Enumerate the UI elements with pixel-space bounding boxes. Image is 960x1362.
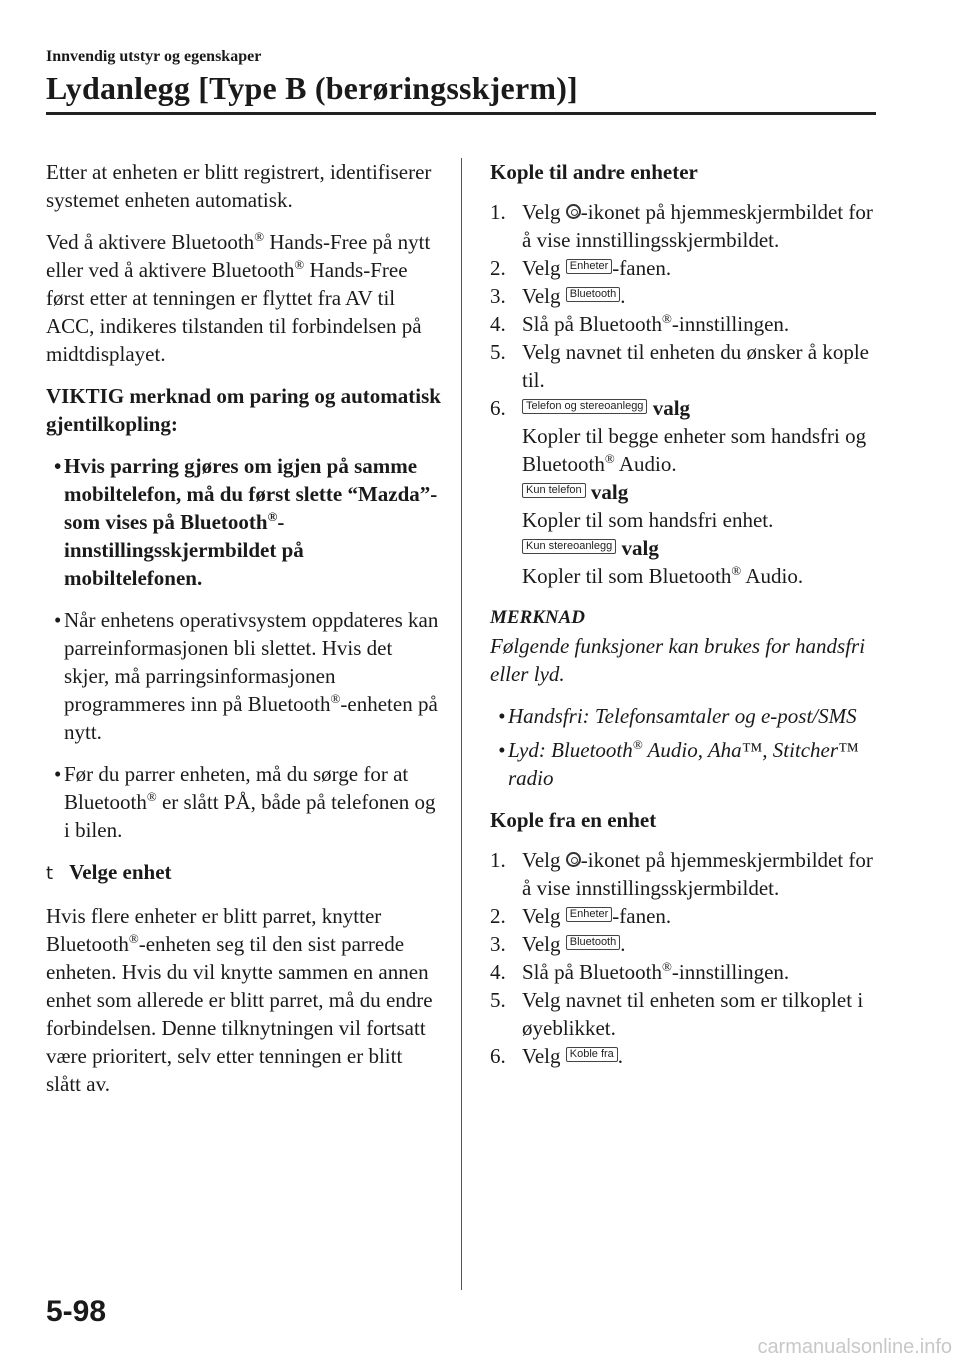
bullet-bluetooth-on: • Før du parrer enheten, må du sørge for at Bluetooth® er slått PÅ, både på telefonen og i bilen.	[54, 762, 436, 842]
option-stereo-only-desc: Kopler til som Bluetooth® Audio.	[522, 563, 804, 588]
subhead-marker-icon: t	[46, 863, 54, 884]
section-label: Innvendig utstyr og egenskaper	[46, 48, 262, 65]
page-title: Lydanlegg [Type B (berøringsskjerm)]	[46, 70, 578, 106]
disconnect-step-1: 1. Velg -ikonet på hjemmeskjermbildet for å vise innstillingsskjermbildet.	[490, 848, 873, 900]
bullet-os-update: • Når enhetens operativsystem oppdateres kan parreinformasjonen bli slettet. Hvis det skjer, må parringsinformasjonen programmeres inn på Bluetooth®-enheten på nytt.	[54, 608, 439, 744]
disconnect-step-5: 5. Velg navnet til enheten som er tilkoplet i øyeblikket.	[490, 988, 864, 1040]
watermark: carmanualsonline.info	[757, 1336, 952, 1358]
right-column	[490, 158, 882, 1070]
subheading-select-device: t Velge enhet	[46, 860, 172, 884]
note-intro: Følgende funksjoner kan brukes for handsfri eller lyd.	[490, 634, 866, 686]
connect-step-5: 5. Velg navnet til enheten du ønsker å kople til.	[490, 340, 869, 392]
disconnect-step-3: 3. Velg Bluetooth .	[490, 932, 626, 956]
option-phone-only: Kun telefon valg	[522, 478, 882, 506]
devices-tab-chip: Enheter	[566, 259, 613, 274]
page-number: 5-98	[46, 1295, 107, 1328]
select-device-paragraph: Hvis flere enheter er blitt parret, knytter Bluetooth®-enheten seg til den sist parrede enheten. Hvis du vil knytte sammen en annen enhet som allerede er blitt parret, må du endre forbindelsen. Denne tilknytningen vil fortsatt være prioritert, selv etter tenningen er blitt slått av.	[46, 904, 433, 1096]
connect-step-1: 1. Velg -ikonet på hjemmeskjermbildet for å vise innstillingsskjermbildet.	[490, 200, 873, 252]
phone-only-chip: Kun telefon	[522, 483, 586, 498]
note-bullet-audio: • Lyd: Bluetooth® Audio, Aha™, Stitcher™ radio	[498, 737, 859, 790]
devices-tab-chip: Enheter	[566, 907, 613, 922]
settings-gear-icon	[566, 852, 581, 867]
option-stereo-only: Kun stereoanlegg valg	[522, 534, 882, 562]
note-bullet-handsfree: • Handsfri: Telefonsamtaler og e-post/SMS	[498, 704, 857, 728]
connect-step-4: 4. Slå på Bluetooth®-innstillingen.	[490, 311, 790, 336]
stereo-only-chip: Kun stereoanlegg	[522, 539, 616, 554]
connect-heading: Kople til andre enheter	[490, 160, 698, 184]
important-heading: VIKTIG merknad om paring og automatisk gjentilkopling:	[46, 384, 441, 436]
bluetooth-chip: Bluetooth	[566, 935, 620, 950]
status-paragraph: Ved å aktivere Bluetooth® Hands-Free på nytt eller ved å aktivere Bluetooth® Hands-Free først etter at tenningen er flyttet fra AV til ACC, indikeres tilstanden til forbindelsen på midtdisplayet.	[46, 229, 431, 366]
left-column	[46, 158, 441, 1098]
intro-paragraph: Etter at enheten er blitt registrert, identifiserer systemet enheten automatisk.	[46, 160, 432, 212]
connect-step-2: 2. Velg Enheter -fanen.	[490, 256, 672, 280]
column-divider	[461, 158, 462, 1290]
note-heading: MERKNAD	[490, 607, 586, 628]
title-rule	[46, 112, 876, 115]
connect-step-3: 3. Velg Bluetooth .	[490, 284, 626, 308]
disconnect-heading: Kople fra en enhet	[490, 808, 657, 832]
bullet-dot: •	[54, 454, 62, 478]
disconnect-step-4: 4. Slå på Bluetooth®-innstillingen.	[490, 959, 790, 984]
bluetooth-chip: Bluetooth	[566, 287, 620, 302]
disconnect-chip: Koble fra	[566, 1047, 618, 1062]
option-both-desc: Kopler til begge enheter som handsfri og Bluetooth® Audio.	[522, 424, 867, 476]
bullet-repair: • Hvis parring gjøres om igjen på samme mobiltelefon, må du først slette “Mazda”-som vises på Bluetooth®-innstillingsskjermbildet på mobiltelefonen.	[54, 454, 438, 590]
disconnect-step-2: 2. Velg Enheter -fanen.	[490, 904, 672, 928]
option-phone-only-desc: Kopler til som handsfri enhet.	[522, 508, 774, 532]
bullet-dot: •	[54, 762, 62, 786]
connect-step-6: 6. Telefon og stereoanlegg valg	[490, 396, 691, 420]
bullet-dot: •	[54, 608, 62, 632]
disconnect-step-6: 6. Velg Koble fra .	[490, 1044, 624, 1068]
phone-and-stereo-chip: Telefon og stereoanlegg	[522, 399, 647, 414]
settings-gear-icon	[566, 204, 581, 219]
